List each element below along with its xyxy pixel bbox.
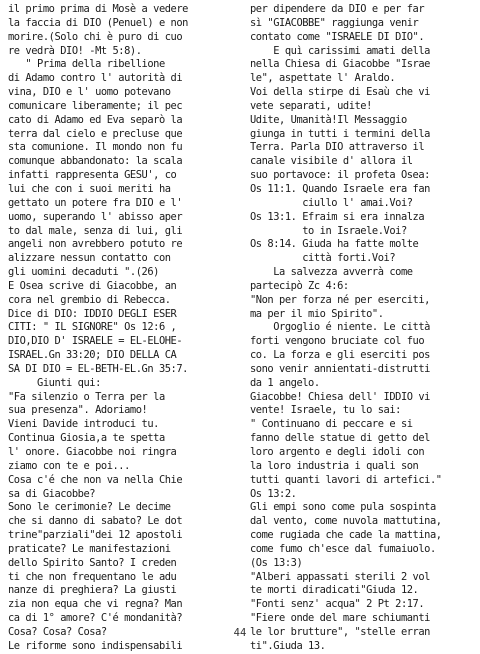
text-line: sì "GIACOBBE" raggiunga venir bbox=[250, 16, 419, 29]
text-line: cato di Adamo ed Eva separò la bbox=[8, 113, 183, 126]
text-line: to in Israele.Voi? bbox=[250, 224, 407, 237]
text-line: Giunti qui: bbox=[8, 376, 101, 389]
text-line: come rugiada che cade la mattina, bbox=[250, 529, 442, 542]
text-line: " Prima della ribellione bbox=[8, 58, 165, 71]
text-line: loro argento e degli idoli con bbox=[250, 446, 425, 458]
text-line: comunque abbandonato: la scala bbox=[8, 155, 183, 168]
text-line: che si danno di sabato? Le dot bbox=[8, 515, 183, 528]
text-line: la loro industria i quali son bbox=[250, 459, 419, 472]
text-line: sa di Giacobbe? bbox=[8, 487, 96, 500]
text-line: giunga in tutti i termini della bbox=[250, 127, 430, 140]
text-line: Os 13:2. bbox=[250, 487, 297, 500]
text-line: " Continuano di peccare e si bbox=[250, 418, 413, 431]
text-line: La salvezza avverrà come bbox=[250, 266, 413, 279]
text-line: "Fa silenzio o Terra per la bbox=[8, 390, 165, 403]
page-number: 44 bbox=[233, 627, 247, 639]
text-line: l' onore. Giacobbe noi ringra bbox=[8, 446, 177, 458]
left-text-column bbox=[8, 3, 232, 654]
text-line: "Alberi appassati sterili 2 vol bbox=[250, 570, 430, 583]
text-line: vete separati, udite! bbox=[250, 99, 372, 112]
text-line: dello Spirito Santo? I creden bbox=[8, 556, 177, 569]
text-line: gettato un potere fra DIO e l' bbox=[8, 196, 183, 209]
text-line: partecipò Zc 4:6: bbox=[250, 279, 349, 292]
text-line: ziamo con te e poi... bbox=[8, 459, 130, 472]
text-line: (Os 13:3) bbox=[250, 556, 303, 569]
text-line: DIO,DIO D' ISRAELE = EL-ELOHE- bbox=[8, 335, 183, 348]
text-line: comunicare liberamente; il pec bbox=[8, 99, 183, 112]
text-line: suo portavoce: il profeta Osea: bbox=[250, 169, 430, 182]
text-line: terra dal cielo e precluse que bbox=[8, 127, 183, 140]
text-line: ti che non frequentano le adu bbox=[8, 570, 177, 583]
text-line: sta comunione. Il mondo non fu bbox=[8, 141, 183, 154]
text-line: Terra. Parla DIO attraverso il bbox=[250, 141, 425, 154]
text-line: ti".Giuda 13. bbox=[250, 639, 326, 652]
text-line: E Osea scrive di Giacobbe, an bbox=[8, 279, 177, 292]
text-line: ma per il mio Spirito". bbox=[250, 307, 384, 320]
text-line: alizzare nessun contatto con bbox=[8, 252, 171, 265]
text-line: "Non per forza né per eserciti, bbox=[250, 293, 430, 306]
text-line: Le riforme sono indispensabili bbox=[8, 639, 183, 652]
text-line: "Fiere onde del mare schiumanti bbox=[250, 612, 430, 625]
text-line: Cosa c'é che non va nella Chie bbox=[8, 473, 183, 486]
text-line: morire.(Solo chi è puro di cuo bbox=[8, 30, 183, 43]
right-text-column bbox=[250, 3, 476, 654]
text-line: Giacobbe! Chiesa dell' IDDIO vi bbox=[250, 390, 430, 403]
text-line: sono venir annientati-distrutti bbox=[250, 362, 430, 375]
text-line: re vedrà DIO! -Mt 5:8). bbox=[8, 44, 142, 57]
text-line: Continua Giosia,a te spetta bbox=[8, 432, 165, 445]
text-line: Voi della stirpe di Esaù che vi bbox=[250, 86, 430, 99]
text-line: Gli empi sono come pula sospinta bbox=[250, 501, 436, 514]
text-line: Vieni Davide introduci tu. bbox=[8, 418, 159, 431]
text-line: Orgoglio é niente. Le città bbox=[250, 321, 430, 334]
text-line: E quì carissimi amati della bbox=[250, 44, 430, 57]
text-line: gli uomini decaduti ".(26) bbox=[8, 266, 159, 279]
text-line: praticate? Le manifestazioni bbox=[8, 542, 171, 555]
text-line: come fumo ch'esce dal fumaiuolo. bbox=[250, 542, 436, 555]
text-line: nella Chiesa di Giacobbe "Israe bbox=[250, 58, 430, 71]
text-line: da 1 angelo. bbox=[250, 376, 320, 389]
text-line: "Fonti senz' acqua" 2 Pt 2:17. bbox=[250, 598, 425, 611]
text-line: Os 8:14. Giuda ha fatte molte bbox=[250, 238, 419, 251]
text-line: co. La forza e gli eserciti pos bbox=[250, 349, 430, 362]
text-line: Os 13:1. Efraim si era innalza bbox=[250, 210, 425, 223]
text-line: lui che con i suoi meriti ha bbox=[8, 182, 171, 195]
text-line: tutti quanti lavori di artefici." bbox=[250, 473, 442, 486]
text-line: angeli non avrebbero potuto re bbox=[8, 238, 183, 251]
text-line: Udite, Umanità!Il Messaggio bbox=[250, 113, 407, 126]
text-line: CITI: " IL SIGNORE" Os 12:6 , bbox=[8, 321, 177, 334]
text-line: SA DI DIO = EL-BETH-EL.Gn 35:7. bbox=[8, 362, 188, 375]
text-line: il primo prima di Mosè a vedere bbox=[8, 3, 188, 15]
text-line: dal vento, come nuvola mattutina, bbox=[250, 515, 442, 528]
text-line: uomo, superando l' abisso aper bbox=[8, 210, 183, 223]
text-line: ISRAEL.Gn 33:20; DIO DELLA CA bbox=[8, 349, 177, 362]
text-line: città forti.Voi? bbox=[250, 252, 396, 265]
text-line: sua presenza". Adoriamo! bbox=[8, 404, 148, 417]
text-line: canale visibile d' allora il bbox=[250, 155, 413, 168]
text-line: Os 11:1. Quando Israele era fan bbox=[250, 182, 430, 195]
text-line: to dal male, senza di lui, gli bbox=[8, 224, 183, 237]
text-line: ciullo l' amai.Voi? bbox=[250, 196, 413, 209]
text-line: Cosa? Cosa? Cosa? bbox=[8, 625, 107, 638]
text-line: infatti rappresenta GESU', co bbox=[8, 169, 177, 182]
text-line: trine"parziali"dei 12 apostoli bbox=[8, 529, 183, 542]
text-line: le lor brutture", "stelle erran bbox=[250, 625, 430, 638]
text-line: per dipendere da DIO e per far bbox=[250, 3, 425, 15]
text-line: di Adamo contro l' autorità di bbox=[8, 72, 183, 85]
text-line: le", aspettate l' Araldo. bbox=[250, 72, 396, 85]
text-line: fanno delle statue di getto del bbox=[250, 432, 430, 445]
text-line: contato come "ISRAELE DI DIO". bbox=[250, 30, 425, 43]
text-line: Sono le cerimonie? Le decime bbox=[8, 501, 171, 514]
text-line: forti vengono bruciate col fuo bbox=[250, 335, 425, 348]
text-line: cora nel grembio di Rebecca. bbox=[8, 293, 171, 306]
text-line: zia non equa che vi regna? Man bbox=[8, 598, 183, 611]
text-line: la faccia di DIO (Penuel) e non bbox=[8, 16, 188, 29]
text-line: ca di 1° amore? C'é mondanità? bbox=[8, 612, 183, 625]
text-line: vente! Israele, tu lo sai: bbox=[250, 404, 401, 417]
text-line: Dice di DIO: IDDIO DEGLI ESER bbox=[8, 307, 177, 320]
text-line: te morti diradicati"Giuda 12. bbox=[250, 584, 419, 597]
text-line: vina, DIO e l' uomo potevano bbox=[8, 86, 171, 99]
text-line: nanze di preghiera? La giusti bbox=[8, 584, 177, 597]
